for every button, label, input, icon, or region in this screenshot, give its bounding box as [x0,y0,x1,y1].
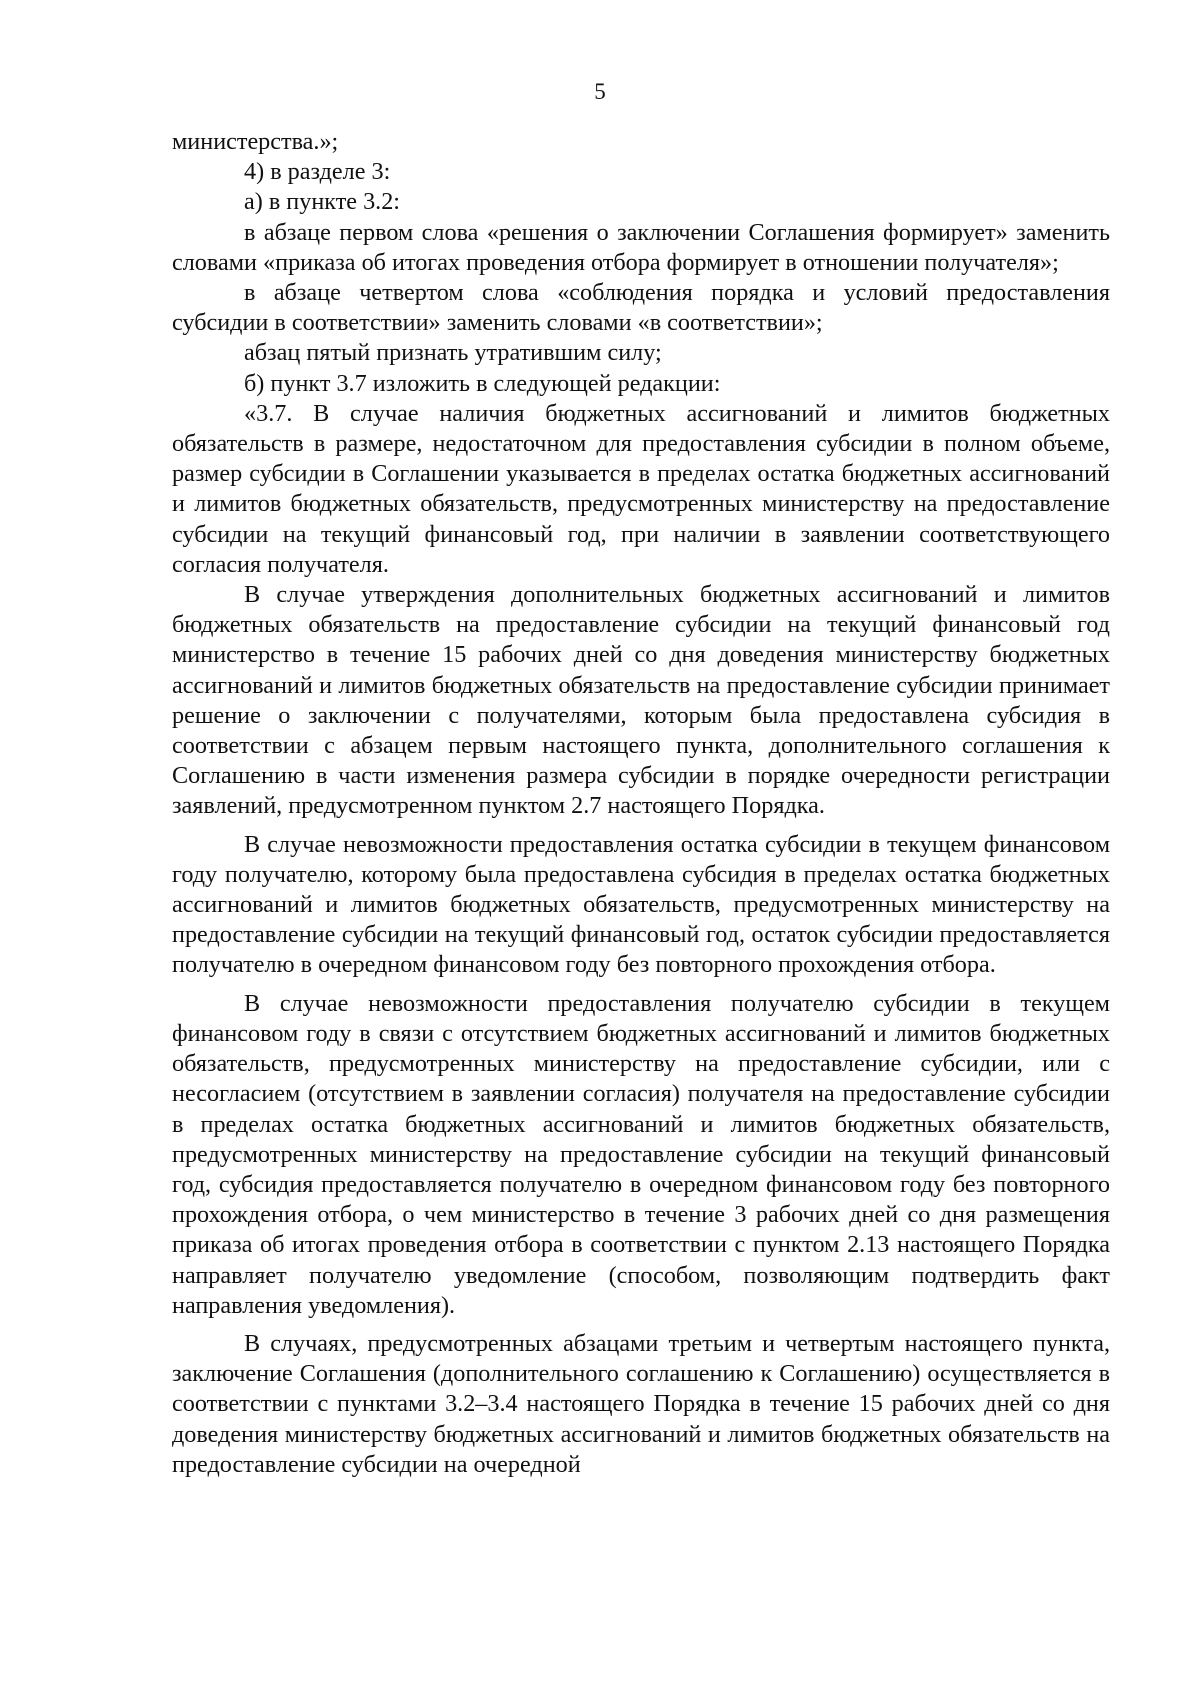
paragraph-amendment-fifth: абзац пятый признать утратившим силу; [244,339,662,367]
paragraph-agreement-conclusion: В случаях, предусмотренных абзацами третьим и четвертым настоящего пункта, заключение Соглашения (дополнительного соглашению к Соглашению) осуществляется в соответствии с пунктами 3.2–3.4 настоящего Порядка в течение 15 рабочих дней со дня доведения министерству бюджетных ассигнований и лимитов бюджетных обязательств на предоставление субсидии на очередной [172,1329,1110,1478]
paragraph-no-allocations: В случае невозможности предоставления получателю субсидии в текущем финансовом году в связи с отсутствием бюджетных ассигнований и лимитов бюджетных обязательств, предусмотренных министерству на предоставление субсидии, или с несогласием (отсутствием в заявлении согласия) получателя на предоставление субсидии в пределах остатка бюджетных ассигнований и лимитов бюджетных обязательств, предусмотренных министерству на предоставление субсидии на текущий финансовый год, субсидия предоставляется получателю в очередном финансовом году без повторного прохождения отбора, о чем министерство в течение 3 рабочих дней со дня размещения приказа об итогах проведения отбора в соответствии с пунктом 2.13 настоящего Порядка направляет получателю уведомление (способом, позволяющим подтвердить факт направления уведомления). [172,989,1110,1319]
paragraph-item-4: 4) в разделе 3: [244,158,391,186]
page-number: 5 [594,79,606,104]
paragraph-subitem-a: а) в пункте 3.2: [244,188,401,216]
paragraph-additional-allocations: В случае утверждения дополнительных бюджетных ассигнований и лимитов бюджетных обязательств на предоставление субсидии на текущий финансовый год министерство в течение 15 рабочих дней со дня доведения министерству бюджетных ассигнований и лимитов бюджетных обязательств на предоставление субсидии принимает решение о заключении с получателями, которым была предоставлена субсидия в соответствии с абзацем первым настоящего пункта, дополнительного соглашения к Соглашению в части изменения размера субсидии в порядке очередности регистрации заявлений, предусмотренном пунктом 2.7 настоящего Порядка. [172,581,1110,820]
paragraph-continuation: министерства.»; [172,128,339,155]
paragraph-clause-3-7: «3.7. В случае наличия бюджетных ассигнований и лимитов бюджетных обязательств в размере, недостаточном для предоставления субсидии в полном объеме, размер субсидии в Соглашении указывается в пределах остатка бюджетных ассигнований и лимитов бюджетных обязательств, предусмотренных министерству на предоставление субсидии на текущий финансовый год, при наличии в заявлении соответствующего согласия получателя. [172,399,1110,578]
document-body [172,127,1110,1480]
paragraph-amendment-first: в абзаце первом слова «решения о заключении Соглашения формирует» заменить словами «приказа об итогах проведения отбора формирует в отношении получателя»; [172,218,1110,276]
paragraph-subitem-b: б) пункт 3.7 изложить в следующей редакции: [244,369,721,397]
paragraph-remainder-next-year: В случае невозможности предоставления остатка субсидии в текущем финансовом году получателю, которому была предоставлена субсидия в пределах остатка бюджетных ассигнований и лимитов бюджетных обязательств, предусмотренных министерству на предоставление субсидии на текущий финансовый год, остаток субсидии предоставляется получателю в очередном финансовом году без повторного прохождения отбора. [172,830,1110,979]
paragraph-amendment-fourth: в абзаце четвертом слова «соблюдения порядка и условий предоставления субсидии в соответствии» заменить словами «в соответствии»; [172,279,1110,337]
